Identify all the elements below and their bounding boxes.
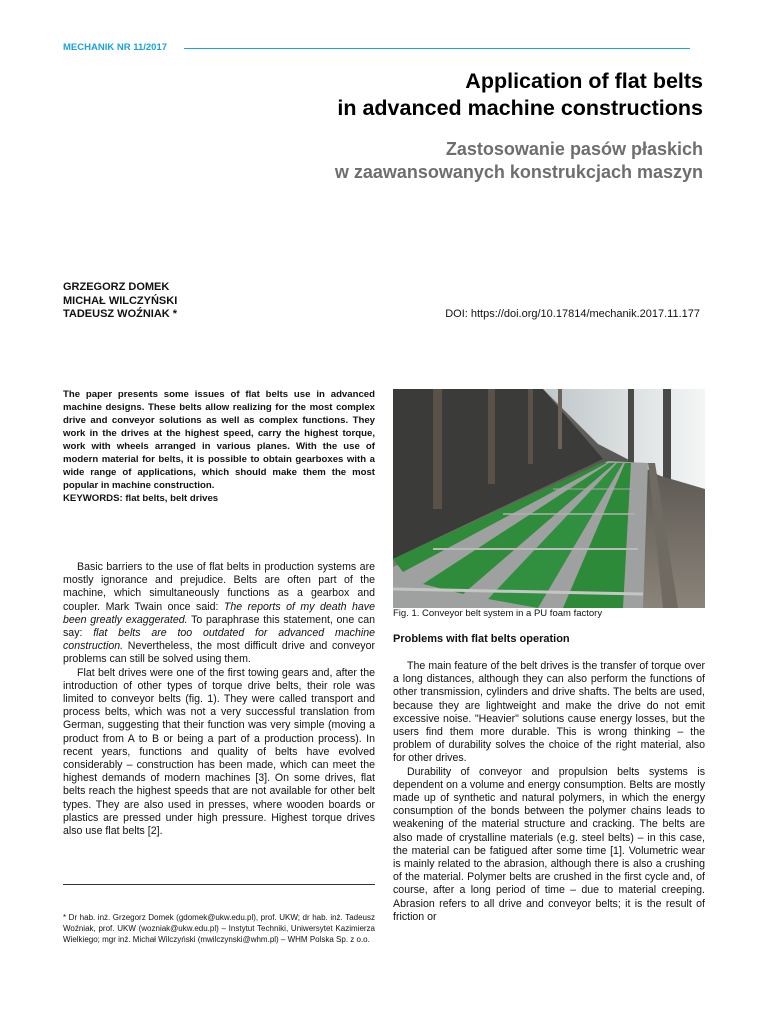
- abstract-text: The paper presents some issues of flat belts use in advanced machine designs. These belts allow realizing for the most complex drive and conveyor solutions as well as complex functions. They work in the drives at the highest speed, carry the highest torque, work with wheels arranged in various planes. With the use of modern material for belts, it is possible to obtain gearboxes with a wide range of applications, which should make them the most popular in machine construction.: [63, 389, 375, 491]
- doi-link[interactable]: DOI: https://doi.org/10.17814/mechanik.2017.11.177: [445, 308, 700, 320]
- body-right-column: [393, 660, 705, 924]
- paragraph: Durability of conveyor and propulsion belts systems is dependent on a volume and energy consumption. Belts are mostly made up of synthetic and natural polymers, in which the energy consumption of the bonds between the polymer chains leads to weakening of the material structure and cracking. The belts are also made of crystalline materials (e.g. steel belts) – in this case, the material can be fatigued after some time [1]. Volumetric wear is mainly related to the abrasion, although there is also a crushing of the material. Polymer belts are crushed in the first cycle and, of course, after a long period of time – due to material creeping. Abrasion refers to all drive and conveyor belts; it is the result of friction or: [393, 765, 705, 923]
- title-polish: [335, 138, 703, 184]
- title-en-line-2: in advanced machine constructions: [337, 96, 703, 120]
- abstract: [63, 388, 375, 505]
- authors: [63, 281, 177, 322]
- conveyor-illustration: [393, 389, 705, 608]
- title-pl-line-2: w zaawansowanych konstrukcjach maszyn: [334, 162, 703, 182]
- title-en-line-1: Application of flat belts: [465, 69, 703, 93]
- paragraph: Flat belt drives were one of the first towing gears and, after the introduction of other types of torque drive belts, their role was limited to conveyor belts (fig. 1). They were called transport and process belts, which was not a very successful translation from German, suggesting that their function was very simple (moving a product from A to B or being a part of a production process). In recent years, functions and quality of belts have evolved considerably – construction has been made, which can meet the highest demands of modern machines [3]. On some drives, flat belts reach the highest speeds that are not available for other belt types. They are also used in presses, where wooden boards or plastics are pressed under high pressure. Highest torque drives also use flat belts [2].: [63, 666, 375, 838]
- twain-quote: The reports of my death have been greatly exaggerated.: [63, 600, 375, 626]
- paraphrase-quote: flat belts are too outdated for advanced machine construction.: [63, 627, 375, 653]
- author-1: GRZEGORZ DOMEK: [63, 281, 170, 293]
- paragraph: The main feature of the belt drives is the transfer of torque over a long distances, although they can also perform the functions of other transmission, cylinders and drive shafts. The belts are used, because they are lightweight and make the drive do not emit excessive noise. "Heavier" solutions cause energy losses, but the users find them more durable. This is wrong thinking – the problem of durability solves the choice of the right material, also for other drives.: [393, 660, 705, 765]
- paragraph: Basic barriers to the use of flat belts in production systems are mostly ignorance and prejudice. Belts are often part of the machine, which simultaneously functions as a gearbox and coupler. Mark Twain once said: The reports of my death have been greatly exaggerated. To paraphrase this statement, one can say: flat belts are too outdated for advanced machine construction. Nevertheless, the most difficult drive and conveyor problems can still be solved using them.: [63, 561, 375, 666]
- section-heading: Problems with flat belts operation: [393, 633, 570, 645]
- title-pl-line-1: Zastosowanie pasów płaskich: [445, 139, 703, 159]
- author-3: TADEUSZ WOŹNIAK *: [63, 308, 178, 320]
- figure-caption: Fig. 1. Conveyor belt system in a PU foam factory: [393, 608, 603, 619]
- body-left-column: [63, 561, 375, 838]
- title-english: [337, 68, 703, 122]
- author-2: MICHAŁ WILCZYŃSKI: [63, 294, 178, 307]
- conveyor-belt-photo: [393, 389, 705, 608]
- footnote-rule: [63, 884, 375, 885]
- keywords: KEYWORDS: flat belts, belt drives: [63, 493, 219, 504]
- header-rule: [184, 48, 690, 49]
- journal-header: MECHANIK NR 11/2017: [63, 42, 168, 53]
- footnote: * Dr hab. inż. Grzegorz Domek (gdomek@ukw.edu.pl), prof. UKW; dr hab. inż. Tadeusz Woźniak, prof. UKW (wozniak@ukw.edu.pl) – Instytut Techniki, Uniwersytet Kazimierza Wielkiego; mgr inż. Michał Wilczyński (mwilczynski@whm.pl) – WHM Polska Sp. z o.o.: [63, 913, 375, 944]
